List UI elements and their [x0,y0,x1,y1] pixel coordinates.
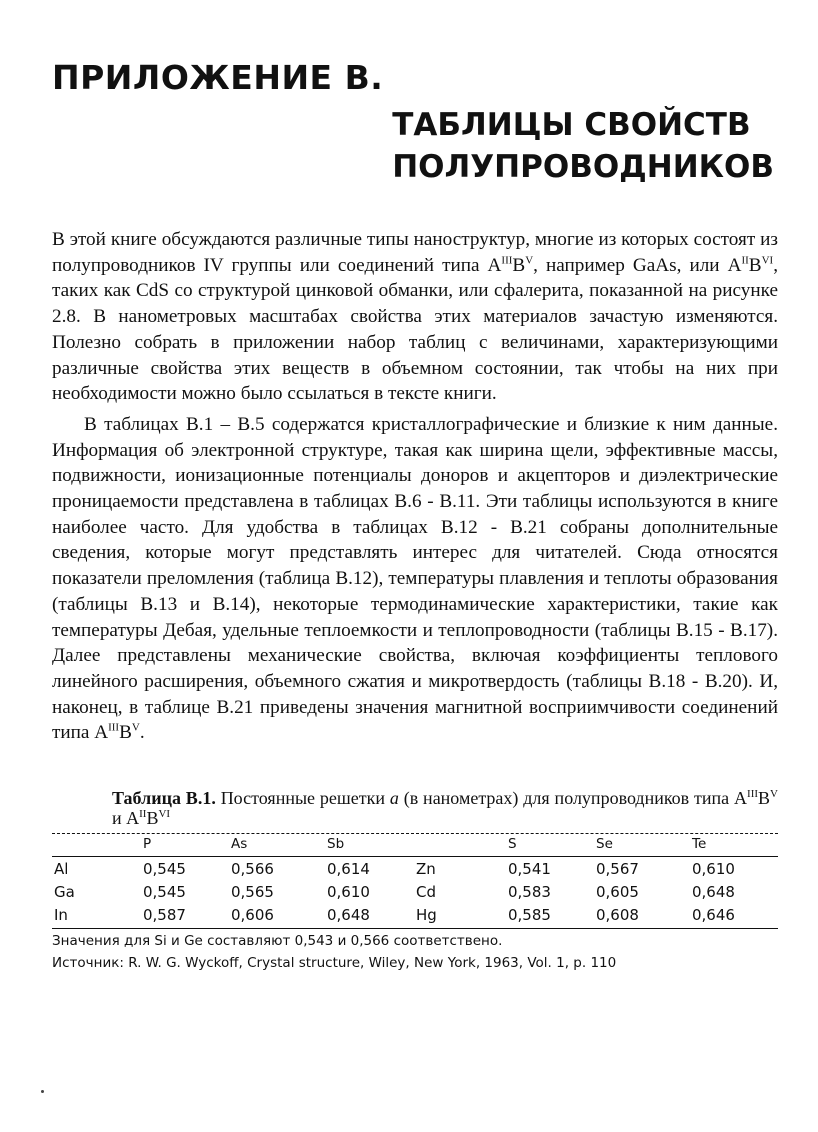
table-row [52,858,778,882]
table-cell: 0,608 [596,906,639,924]
table-cell: 0,545 [143,883,186,901]
table-cell: 0,648 [692,883,735,901]
paragraph-2: В таблицах В.1 – В.5 содержатся кристаллографические и близкие к ним данные. Информация об электронной структуре, такая как ширина щели, эффективные массы, подвижности, ионизационные потенциалы доноров и акцепторов и диэлектрические проницаемости представлена в таблицах В.6 - В.11. Эти таблицы используются в книге наиболее часто. Для удобства в таблицах В.12 - В.21 собраны дополнительные сведения, которые могут представлять интерес для читателей. Сюда относятся показатели преломления (таблица В.12), температуры плавления и теплоты образования (таблицы В.13 и В.14), некоторые термодинамические характеристики, такие как температуры Дебая, удельные теплоемкости и теплопроводности (таблицы В.15 - В.17). Далее представлены механические свойства, включая коэффициенты теплового линейного расширения, объемного сжатия и микротвердость (таблицы В.18 - В.20). И, наконец, в таблице В.21 приведены значения магнитной восприимчивости соединений типа $A^{III}B^V$. [52,413,778,744]
table-header-cell: S [508,836,517,852]
section-title [392,104,774,188]
table-header-cell: P [143,836,152,852]
table-cell: 0,541 [508,860,551,878]
table-row [52,904,778,928]
table-caption: Таблица В.1. Постоянные решетки a (в нанометрах) для полупроводников типа $A^{III}B^V$ и $A^{II}B^{VI}$ [112,788,778,828]
table-cell: Al [54,860,69,878]
table-cell: Cd [416,883,436,901]
table-source: Источник: R. W. G. Wyckoff, Crystal structure, Wiley, New York, 1963, Vol. 1, p. 110 [52,955,617,971]
table-header-rule [52,856,778,857]
table-cell: In [54,906,68,924]
table-row [52,881,778,905]
section-title-line-2: ПОЛУПРОВОДНИКОВ [392,149,774,185]
table-cell: 0,545 [143,860,186,878]
table-cell: 0,583 [508,883,551,901]
paragraph-1: В этой книге обсуждаются различные типы наноструктур, многие из которых состоят из полупроводников IV группы или соединений типа $A^{III}B^V$, например GaAs, или $A^{II}B^{VI}$, таких как CdS со структурой цинковой обманки, или сфалерита, показанной на рисунке 2.8. В нанометровых масштабах свойства этих материалов зачастую изменяются. Полезно собрать в приложении набор таблиц с величинами, характеризующими различные свойства этих веществ в объемном состоянии, так чтобы на них при необходимости можно было ссылаться в тексте книги. [52,229,778,405]
table-note: Значения для Si и Ge составляют 0,543 и 0,566 соответствено. [52,933,503,949]
table-cell: 0,587 [143,906,186,924]
section-title-line-1: ТАБЛИЦЫ СВОЙСТВ [392,107,751,143]
table-caption-label: Таблица В.1. [112,788,216,808]
table-cell: 0,648 [327,906,370,924]
table-cell: 0,614 [327,860,370,878]
table-cell: 0,566 [231,860,274,878]
table-header-cell: Se [596,836,613,852]
page-speck [41,1090,44,1093]
table-cell: 0,585 [508,906,551,924]
table-header-row [52,834,778,858]
body-text [52,227,778,746]
table-cell: 0,610 [327,883,370,901]
table-cell: 0,567 [596,860,639,878]
table-header-cell: Te [692,836,707,852]
table-cell: 0,646 [692,906,735,924]
table-cell: Ga [54,883,75,901]
table-bottom-rule [52,928,778,929]
table-cell: 0,610 [692,860,735,878]
table-cell: Hg [416,906,437,924]
table-cell: 0,565 [231,883,274,901]
table-cell: 0,606 [231,906,274,924]
table-cell: 0,605 [596,883,639,901]
appendix-title: ПРИЛОЖЕНИЕ В. [52,58,384,97]
table-header-cell: As [231,836,248,852]
table-header-cell: Sb [327,836,345,852]
table-cell: Zn [416,860,436,878]
